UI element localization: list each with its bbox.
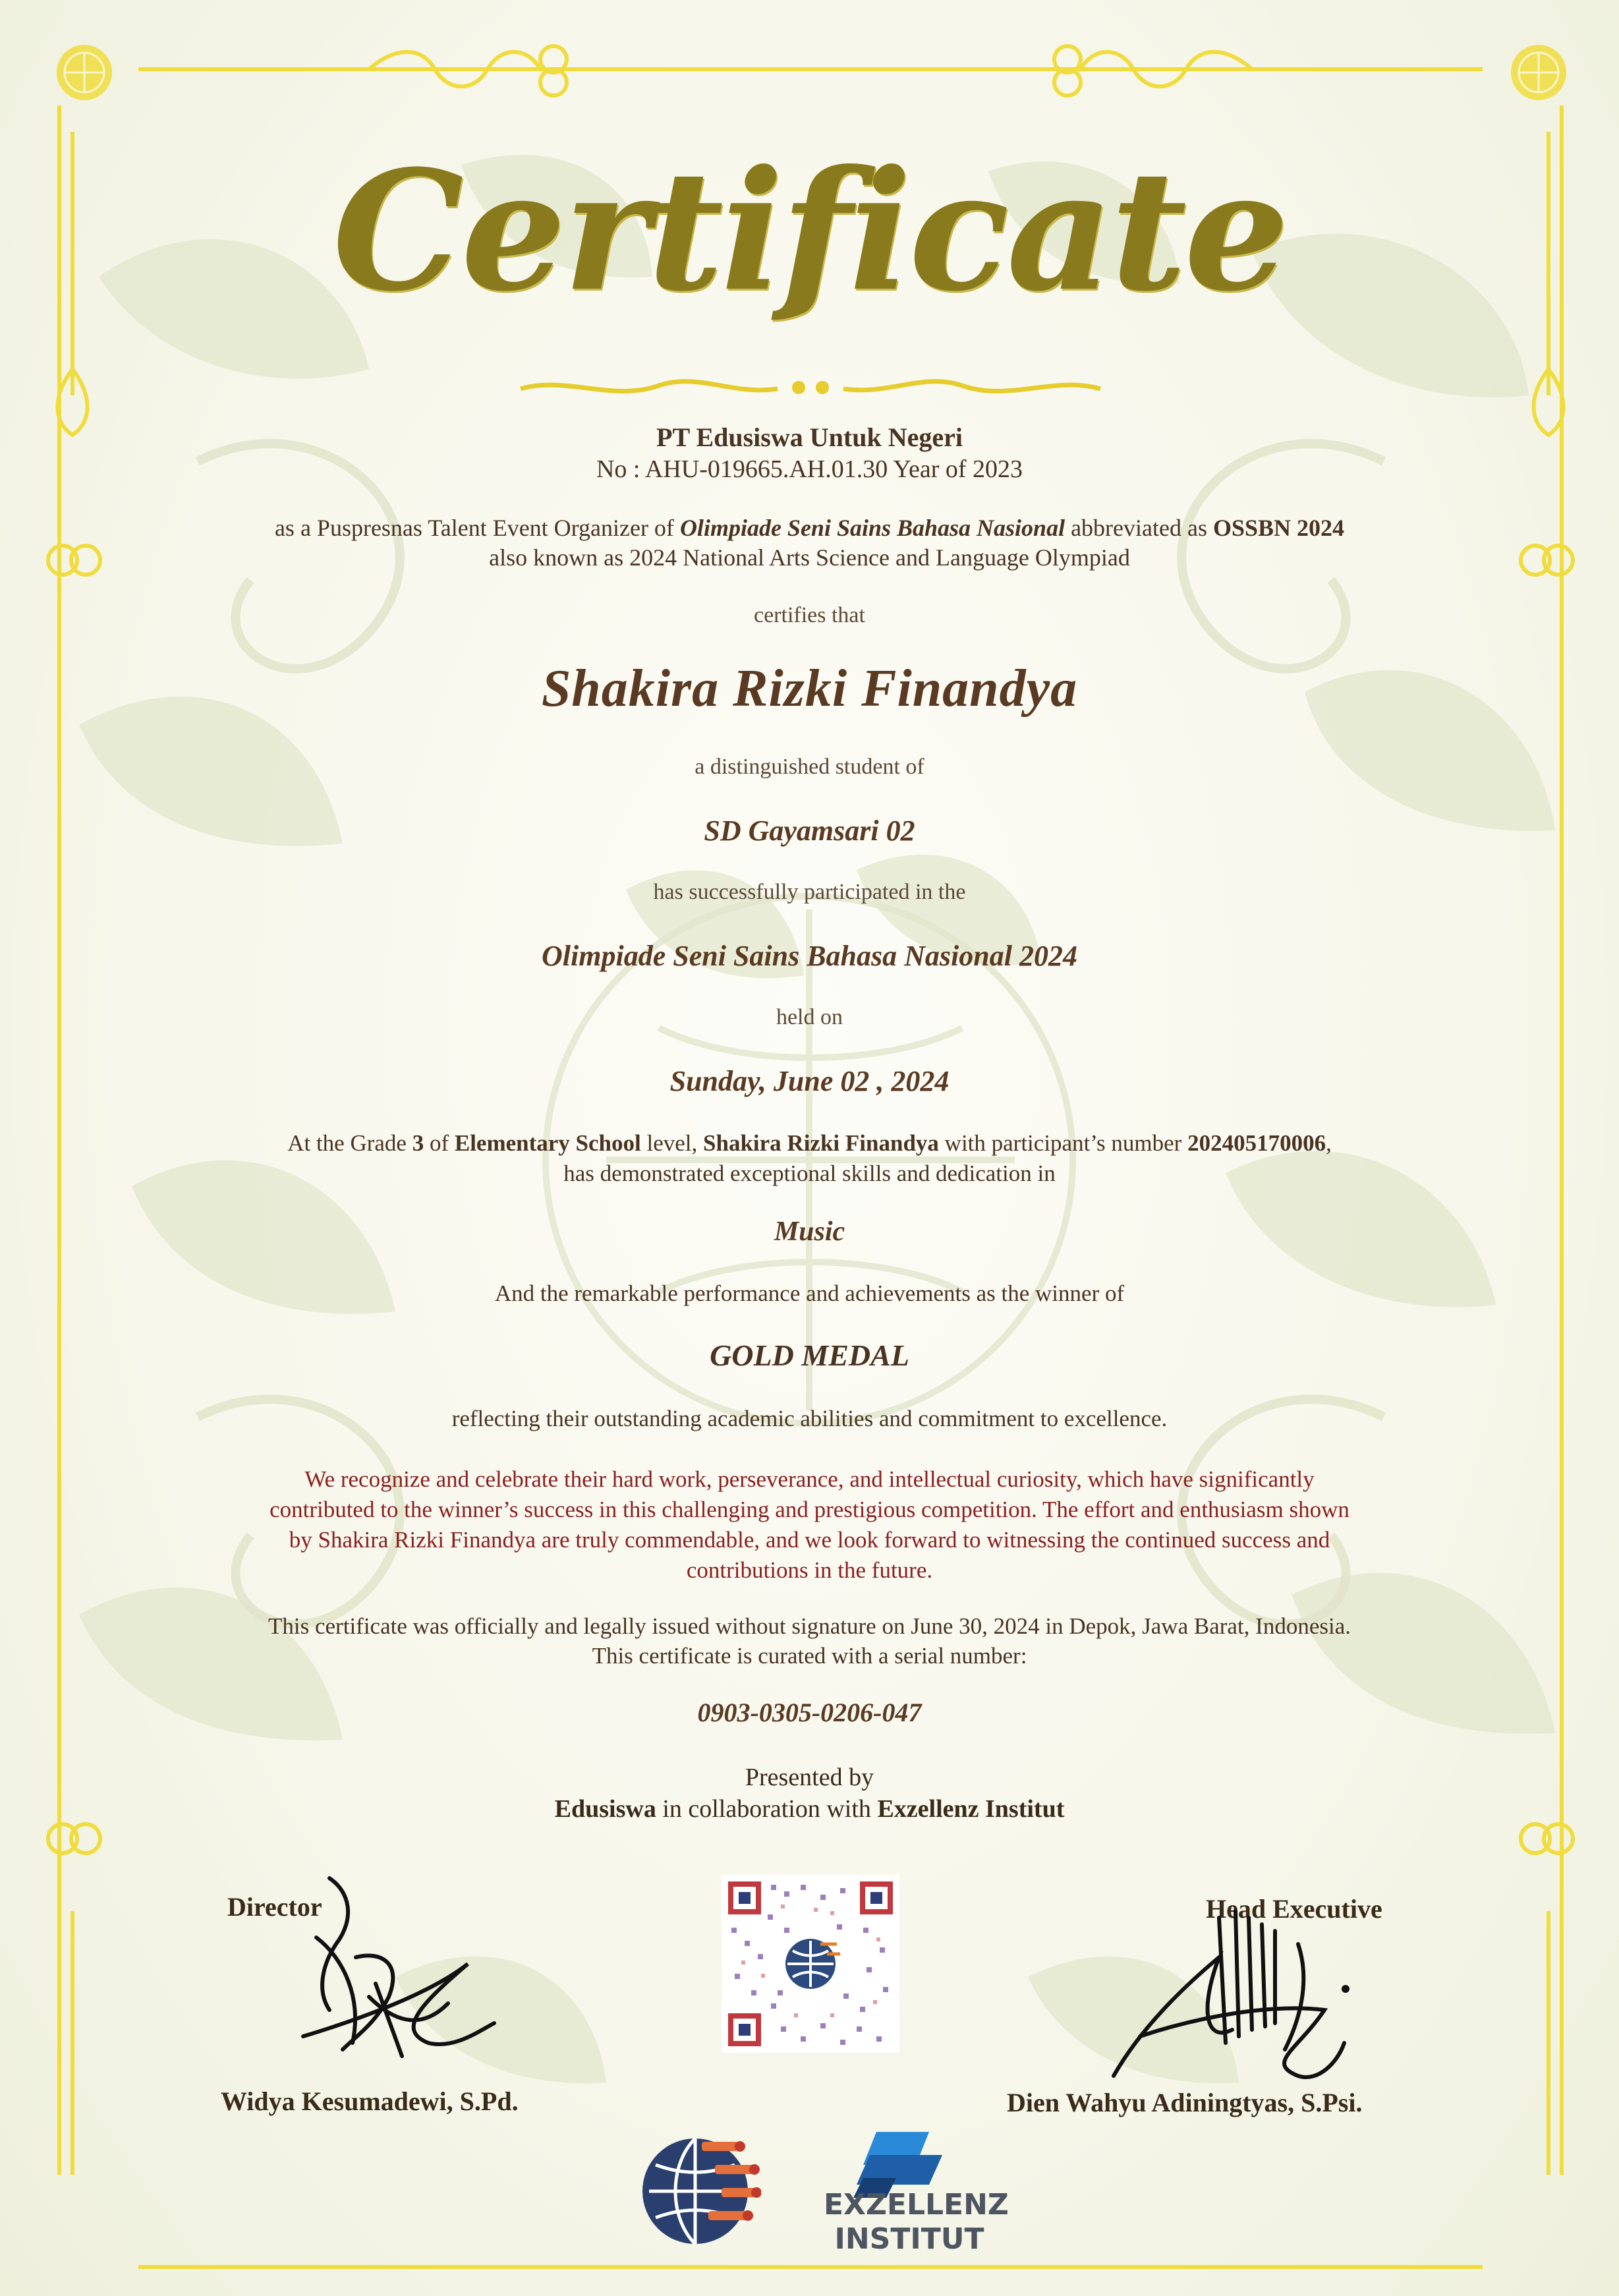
grade-text-1: At the Grade	[287, 1130, 412, 1156]
grade-text-3: level,	[640, 1130, 704, 1156]
event-abbr: OSSBN 2024	[1212, 515, 1345, 541]
head-executive-role: Head Executive	[1206, 1894, 1382, 1924]
certificate-title: Certificate	[332, 134, 1287, 328]
director-signature	[290, 1865, 514, 2076]
company-name: PT Edusiswa Untuk Negeri	[656, 422, 963, 452]
curated-line: This certificate is curated with a serial number:	[592, 1643, 1027, 1669]
recognition-line-1: We recognize and celebrate their hard work, perseverance, and intellectual curiosity, which have significantly	[304, 1466, 1315, 1492]
medal-award: GOLD MEDAL	[710, 1338, 909, 1372]
registration-number: No : AHU-019665.AH.01.30 Year of 2023	[596, 455, 1023, 483]
presenters-line	[0, 1794, 1619, 1823]
school-level: Elementary School	[454, 1130, 641, 1156]
serial-number: 0903-0305-0206-047	[697, 1698, 922, 1727]
grade-line	[0, 1128, 1619, 1158]
demonstrated-line: has demonstrated exceptional skills and dedication in	[563, 1161, 1056, 1186]
reflecting-line: reflecting their outstanding academic abilities and commitment to excellence.	[451, 1406, 1168, 1431]
grade-text-2: of	[424, 1130, 455, 1156]
edusiswa-globe-logo	[629, 2125, 761, 2257]
recipient-name: Shakira Rizki Finandya	[541, 660, 1078, 718]
organizer-prefix: as a Puspresnas Talent Event Organizer of	[274, 515, 680, 541]
head-executive-signature	[1100, 1878, 1377, 2102]
subject: Music	[774, 1217, 845, 1247]
grade-text-5: ,	[1326, 1130, 1332, 1156]
event-name: Olimpiade Seni Sains Bahasa Nasional	[679, 515, 1065, 541]
student-of: a distinguished student of	[695, 755, 924, 779]
recipient-inline: Shakira Rizki Finandya	[703, 1130, 939, 1156]
event-date: Sunday, June 02 , 2024	[669, 1065, 950, 1097]
collab-text: in collaboration with	[656, 1795, 878, 1823]
director-name: Widya Kesumadewi, S.Pd.	[221, 2086, 519, 2116]
recognition-line-4: contributions in the future.	[686, 1557, 933, 1583]
school-name: SD Gayamsari 02	[704, 815, 915, 847]
exzellenz-line-2: INSTITUT	[834, 2222, 984, 2256]
participant-number: 202405170006	[1187, 1130, 1326, 1156]
presenter-edusiswa: Edusiswa	[554, 1795, 656, 1823]
event-aka: also known as 2024 National Arts Science and Language Olympiad	[489, 544, 1130, 571]
recognition-line-2: contributed to the winner’s success in this challenging and prestigious competition. The effort and enthusiasm shown	[270, 1497, 1349, 1522]
exzellenz-line-1: EXZELLENZ	[824, 2188, 1009, 2222]
organizer-line	[0, 514, 1619, 542]
issued-line: This certificate was officially and legally issued without signature on June 30, 2024 in Depok, Jawa Barat, Indonesia.	[268, 1613, 1351, 1639]
event-title: Olimpiade Seni Sains Bahasa Nasional 2024	[542, 940, 1077, 972]
director-role: Director	[227, 1892, 322, 1922]
head-executive-name: Dien Wahyu Adiningtyas, S.Psi.	[1007, 2088, 1363, 2117]
remarkable-line: And the remarkable performance and achievements as the winner of	[494, 1280, 1125, 1306]
presented-by: Presented by	[745, 1764, 874, 1791]
abbr-text: abbreviated as	[1065, 515, 1213, 541]
grade-value: 3	[412, 1130, 424, 1156]
grade-text-4: with participant’s number	[938, 1130, 1188, 1156]
recognition-line-3: by Shakira Rizki Finandya are truly commendable, and we look forward to witnessing the continued success and	[289, 1527, 1330, 1553]
participated-line: has successfully participated in the	[653, 880, 966, 904]
certifies-that: certifies that	[754, 603, 865, 627]
verification-qr-code[interactable]	[722, 1875, 899, 2053]
presenter-exzellenz: Exzellenz Institut	[877, 1795, 1065, 1823]
held-on: held on	[776, 1005, 843, 1029]
